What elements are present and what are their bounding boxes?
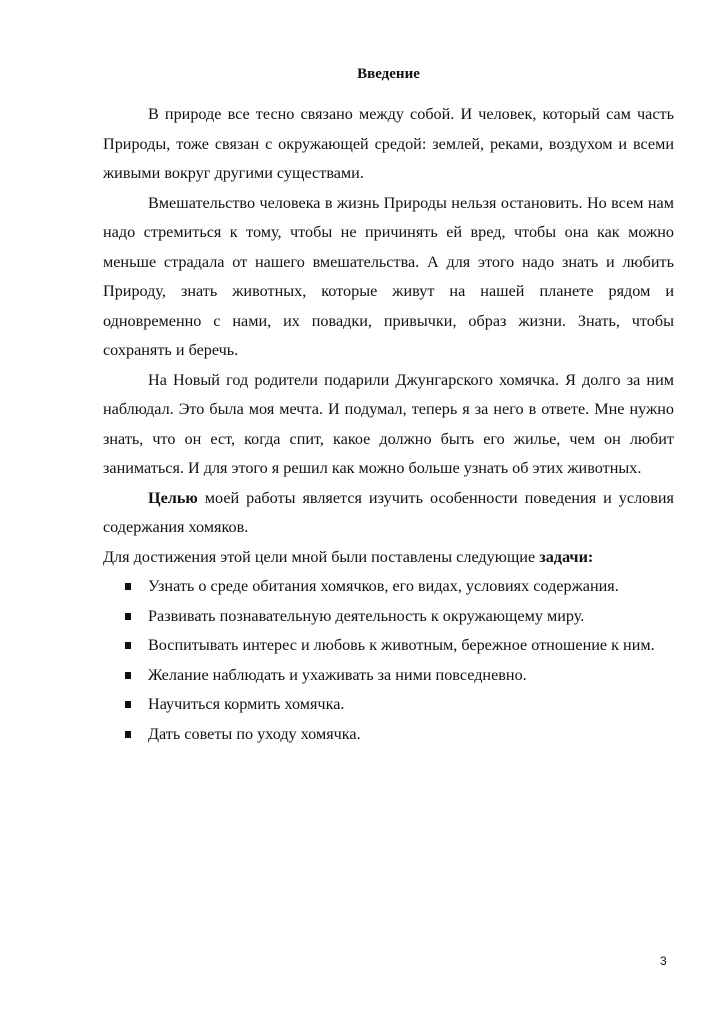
tasks-list [103, 572, 674, 749]
task-item [103, 690, 674, 720]
square-bullet-icon [125, 731, 131, 738]
task-text: Узнать о среде обитания хомячков, его видах, условиях содержания. [148, 577, 619, 595]
task-text: Желание наблюдать и ухаживать за ними повседневно. [148, 665, 527, 684]
square-bullet-icon [125, 583, 131, 590]
task-text: Развивать познавательную деятельность к окружающему миру. [148, 606, 585, 625]
goal-paragraph [103, 484, 674, 543]
intro-paragraph-2: Вмешательство человека в жизнь Природы нельзя остановить. Но всем нам надо стремиться к тому, чтобы не причинять ей вред, чтобы она как можно меньше страдала от нашего вмешательства. А для этого надо знать и любить Природу, знать животных, которые живут на нашей планете рядом и одновременно с нами, их повадки, привычки, образ жизни. Знать, чтобы сохранять и беречь. [103, 193, 674, 359]
goal-keyword: Целью [148, 488, 198, 507]
task-item [103, 631, 674, 661]
tasks-keyword: задачи: [539, 547, 594, 566]
task-text: Дать советы по уходу хомячка. [148, 724, 361, 743]
task-text: Воспитывать интерес и любовь к животным, бережное отношение к ним. [148, 636, 655, 654]
square-bullet-icon [125, 701, 131, 708]
tasks-intro [103, 543, 674, 573]
square-bullet-icon [125, 672, 131, 679]
square-bullet-icon [125, 642, 131, 649]
intro-paragraph-3: На Новый год родители подарили Джунгарского хомячка. Я долго за ним наблюдал. Это была моя мечта. И подумал, теперь я за него в ответе. Мне нужно знать, что он ест, когда спит, какое должно быть его жилье, чем он любит заниматься. И для этого я решил как можно больше узнать об этих животных. [103, 370, 674, 477]
goal-text: моей работы является изучить особенности поведения и условия содержания хомяков. [103, 488, 674, 536]
page-number: 3 [660, 954, 667, 968]
tasks-intro-text: Для достижения этой цели мной были поставлены следующие [103, 547, 540, 566]
square-bullet-icon [125, 613, 131, 620]
page-title: Введение [357, 66, 420, 82]
task-item [103, 602, 674, 632]
task-item [103, 572, 674, 602]
task-item [103, 661, 674, 691]
intro-paragraph-1: В природе все тесно связано между собой. И человек, который сам часть Природы, тоже связан с окружающей средой: землей, реками, воздухом и всеми живыми вокруг другими существами. [103, 105, 674, 182]
task-item [103, 720, 674, 750]
document-page [103, 64, 674, 749]
task-text: Научиться кормить хомячка. [148, 695, 345, 713]
